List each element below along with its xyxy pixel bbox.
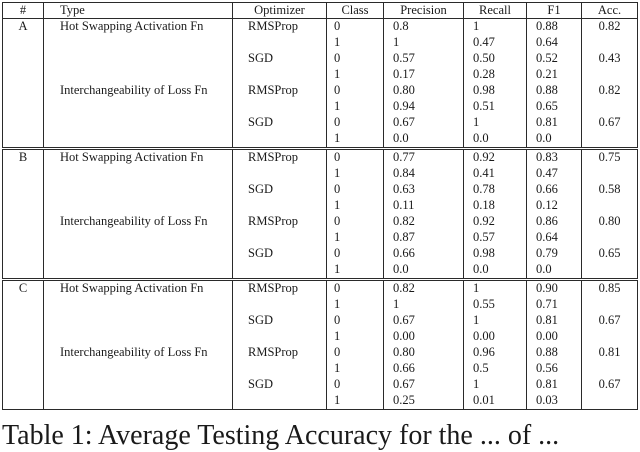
table-row (3, 262, 638, 280)
cell-group-id: A (3, 19, 44, 36)
cell-f1: 0.12 (527, 198, 582, 214)
cell-type (44, 246, 233, 262)
cell-class: 0 (327, 345, 384, 361)
cell-type (44, 99, 233, 115)
table-row (3, 280, 638, 298)
header-acc: Acc. (582, 3, 638, 19)
cell-acc: 0.81 (582, 345, 638, 361)
table-row (3, 329, 638, 345)
cell-recall: 1 (464, 19, 527, 36)
cell-optimizer (233, 35, 327, 51)
cell-optimizer (233, 230, 327, 246)
header-number: # (3, 3, 44, 19)
cell-type (44, 67, 233, 83)
cell-f1: 0.21 (527, 67, 582, 83)
cell-precision: 1 (384, 35, 464, 51)
table-row (3, 99, 638, 115)
cell-optimizer (233, 297, 327, 313)
cell-optimizer (233, 262, 327, 280)
cell-type (44, 51, 233, 67)
cell-group-id (3, 166, 44, 182)
cell-f1: 0.81 (527, 377, 582, 393)
cell-acc: 0.67 (582, 313, 638, 329)
cell-group-id (3, 67, 44, 83)
cell-f1: 0.47 (527, 166, 582, 182)
cell-acc: 0.82 (582, 19, 638, 36)
cell-recall: 0.01 (464, 393, 527, 410)
cell-f1: 0.52 (527, 51, 582, 67)
table-row (3, 51, 638, 67)
cell-group-id (3, 313, 44, 329)
cell-type: Interchangeability of Loss Fn (44, 345, 233, 361)
cell-optimizer (233, 361, 327, 377)
cell-group-id (3, 214, 44, 230)
cell-f1: 0.56 (527, 361, 582, 377)
cell-optimizer: RMSProp (233, 280, 327, 298)
cell-precision: 0.67 (384, 313, 464, 329)
cell-type: Interchangeability of Loss Fn (44, 214, 233, 230)
cell-precision: 0.8 (384, 19, 464, 36)
cell-recall: 0.92 (464, 149, 527, 167)
cell-acc: 0.82 (582, 83, 638, 99)
cell-optimizer: SGD (233, 313, 327, 329)
cell-class: 1 (327, 230, 384, 246)
table-row (3, 246, 638, 262)
cell-f1: 0.88 (527, 345, 582, 361)
cell-acc (582, 329, 638, 345)
cell-f1: 0.90 (527, 280, 582, 298)
cell-f1: 0.79 (527, 246, 582, 262)
cell-f1: 0.88 (527, 83, 582, 99)
cell-acc (582, 198, 638, 214)
cell-optimizer: RMSProp (233, 149, 327, 167)
cell-precision: 1 (384, 297, 464, 313)
cell-type (44, 35, 233, 51)
cell-precision: 0.66 (384, 361, 464, 377)
cell-optimizer (233, 198, 327, 214)
cell-acc (582, 361, 638, 377)
cell-f1: 0.86 (527, 214, 582, 230)
cell-class: 1 (327, 198, 384, 214)
table-row (3, 19, 638, 36)
cell-group-id (3, 182, 44, 198)
cell-recall: 0.28 (464, 67, 527, 83)
table-row (3, 35, 638, 51)
cell-acc: 0.43 (582, 51, 638, 67)
cell-class: 0 (327, 214, 384, 230)
cell-group-id (3, 345, 44, 361)
cell-type (44, 166, 233, 182)
header-class: Class (327, 3, 384, 19)
cell-acc (582, 67, 638, 83)
cell-precision: 0.80 (384, 345, 464, 361)
cell-type: Interchangeability of Loss Fn (44, 83, 233, 99)
cell-precision: 0.66 (384, 246, 464, 262)
cell-acc (582, 262, 638, 280)
cell-recall: 0.50 (464, 51, 527, 67)
cell-class: 0 (327, 19, 384, 36)
cell-precision: 0.82 (384, 214, 464, 230)
table-row (3, 361, 638, 377)
cell-recall: 0.78 (464, 182, 527, 198)
cell-recall: 0.96 (464, 345, 527, 361)
cell-group-id (3, 297, 44, 313)
cell-recall: 0.98 (464, 83, 527, 99)
header-row (3, 3, 638, 19)
cell-class: 1 (327, 329, 384, 345)
cell-acc (582, 99, 638, 115)
table-row (3, 149, 638, 167)
cell-acc (582, 35, 638, 51)
cell-f1: 0.0 (527, 262, 582, 280)
table-row (3, 345, 638, 361)
cell-group-id (3, 329, 44, 345)
cell-optimizer: RMSProp (233, 19, 327, 36)
cell-f1: 0.81 (527, 313, 582, 329)
cell-group-id (3, 83, 44, 99)
cell-acc (582, 230, 638, 246)
table-row (3, 182, 638, 198)
cell-precision: 0.57 (384, 51, 464, 67)
cell-class: 1 (327, 166, 384, 182)
table-row (3, 83, 638, 99)
cell-group-id (3, 51, 44, 67)
cell-precision: 0.63 (384, 182, 464, 198)
cell-f1: 0.64 (527, 35, 582, 51)
cell-f1: 0.66 (527, 182, 582, 198)
cell-f1: 0.0 (527, 131, 582, 149)
cell-type (44, 313, 233, 329)
cell-class: 1 (327, 262, 384, 280)
cell-recall: 0.51 (464, 99, 527, 115)
cell-acc (582, 131, 638, 149)
cell-optimizer: SGD (233, 115, 327, 131)
header-f1: F1 (527, 3, 582, 19)
cell-optimizer: SGD (233, 51, 327, 67)
table-row (3, 198, 638, 214)
cell-type (44, 262, 233, 280)
cell-acc: 0.67 (582, 377, 638, 393)
cell-acc: 0.80 (582, 214, 638, 230)
table-row (3, 166, 638, 182)
cell-type (44, 182, 233, 198)
cell-type: Hot Swapping Activation Fn (44, 19, 233, 36)
cell-group-id (3, 377, 44, 393)
cell-precision: 0.82 (384, 280, 464, 298)
header-precision: Precision (384, 3, 464, 19)
table-row (3, 214, 638, 230)
cell-recall: 1 (464, 280, 527, 298)
cell-type (44, 361, 233, 377)
cell-f1: 0.81 (527, 115, 582, 131)
cell-recall: 0.00 (464, 329, 527, 345)
cell-precision: 0.84 (384, 166, 464, 182)
cell-optimizer (233, 67, 327, 83)
table-row (3, 377, 638, 393)
cell-recall: 0.0 (464, 262, 527, 280)
cell-precision: 0.80 (384, 83, 464, 99)
cell-class: 0 (327, 246, 384, 262)
cell-group-id (3, 246, 44, 262)
header-type: Type (44, 3, 233, 19)
cell-type (44, 115, 233, 131)
cell-f1: 0.64 (527, 230, 582, 246)
cell-class: 1 (327, 361, 384, 377)
cell-recall: 1 (464, 313, 527, 329)
cell-precision: 0.00 (384, 329, 464, 345)
cell-optimizer: SGD (233, 182, 327, 198)
cell-acc: 0.58 (582, 182, 638, 198)
cell-type (44, 329, 233, 345)
cell-group-id (3, 99, 44, 115)
cell-f1: 0.65 (527, 99, 582, 115)
cell-precision: 0.94 (384, 99, 464, 115)
table-row (3, 131, 638, 149)
cell-f1: 0.00 (527, 329, 582, 345)
cell-acc: 0.75 (582, 149, 638, 167)
cell-type (44, 198, 233, 214)
cell-precision: 0.0 (384, 262, 464, 280)
cell-recall: 0.5 (464, 361, 527, 377)
cell-class: 1 (327, 131, 384, 149)
cell-f1: 0.83 (527, 149, 582, 167)
cell-recall: 0.0 (464, 131, 527, 149)
cell-class: 0 (327, 313, 384, 329)
cell-group-id (3, 115, 44, 131)
cell-class: 1 (327, 35, 384, 51)
table-caption: Table 1: Average Testing Accuracy for the ... of ... (2, 420, 560, 451)
cell-class: 0 (327, 280, 384, 298)
cell-recall: 0.55 (464, 297, 527, 313)
cell-acc (582, 393, 638, 410)
cell-optimizer: RMSProp (233, 83, 327, 99)
cell-group-id (3, 198, 44, 214)
cell-group-id: B (3, 149, 44, 167)
cell-type (44, 377, 233, 393)
cell-group-id (3, 131, 44, 149)
table-row (3, 297, 638, 313)
cell-precision: 0.25 (384, 393, 464, 410)
cell-class: 1 (327, 99, 384, 115)
table-row (3, 393, 638, 410)
cell-optimizer (233, 99, 327, 115)
cell-precision: 0.11 (384, 198, 464, 214)
cell-group-id (3, 262, 44, 280)
results-table (2, 2, 638, 410)
cell-recall: 0.41 (464, 166, 527, 182)
cell-recall: 1 (464, 377, 527, 393)
cell-recall: 0.57 (464, 230, 527, 246)
table-row (3, 115, 638, 131)
cell-optimizer (233, 393, 327, 410)
cell-group-id (3, 230, 44, 246)
cell-recall: 0.18 (464, 198, 527, 214)
cell-class: 0 (327, 115, 384, 131)
cell-class: 1 (327, 297, 384, 313)
cell-optimizer (233, 166, 327, 182)
cell-type (44, 131, 233, 149)
table-row (3, 313, 638, 329)
cell-group-id (3, 393, 44, 410)
cell-precision: 0.67 (384, 377, 464, 393)
table-body (3, 19, 638, 410)
header-optimizer: Optimizer (233, 3, 327, 19)
table-row (3, 67, 638, 83)
cell-class: 0 (327, 377, 384, 393)
cell-recall: 0.98 (464, 246, 527, 262)
cell-type: Hot Swapping Activation Fn (44, 280, 233, 298)
cell-class: 0 (327, 51, 384, 67)
cell-acc: 0.85 (582, 280, 638, 298)
cell-class: 1 (327, 67, 384, 83)
cell-group-id (3, 361, 44, 377)
cell-class: 1 (327, 393, 384, 410)
cell-f1: 0.03 (527, 393, 582, 410)
cell-type: Hot Swapping Activation Fn (44, 149, 233, 167)
cell-group-id: C (3, 280, 44, 298)
cell-acc (582, 297, 638, 313)
cell-acc: 0.67 (582, 115, 638, 131)
table-row (3, 230, 638, 246)
cell-optimizer (233, 131, 327, 149)
table-header (3, 3, 638, 19)
cell-group-id (3, 35, 44, 51)
cell-precision: 0.67 (384, 115, 464, 131)
cell-optimizer: RMSProp (233, 214, 327, 230)
cell-recall: 1 (464, 115, 527, 131)
header-recall: Recall (464, 3, 527, 19)
cell-f1: 0.88 (527, 19, 582, 36)
cell-class: 0 (327, 149, 384, 167)
cell-precision: 0.87 (384, 230, 464, 246)
cell-recall: 0.47 (464, 35, 527, 51)
cell-type (44, 393, 233, 410)
cell-type (44, 230, 233, 246)
cell-acc: 0.65 (582, 246, 638, 262)
cell-recall: 0.92 (464, 214, 527, 230)
cell-optimizer: SGD (233, 377, 327, 393)
cell-class: 0 (327, 182, 384, 198)
cell-precision: 0.77 (384, 149, 464, 167)
cell-optimizer: RMSProp (233, 345, 327, 361)
cell-acc (582, 166, 638, 182)
cell-optimizer (233, 329, 327, 345)
cell-class: 0 (327, 83, 384, 99)
cell-type (44, 297, 233, 313)
cell-f1: 0.71 (527, 297, 582, 313)
cell-precision: 0.0 (384, 131, 464, 149)
cell-optimizer: SGD (233, 246, 327, 262)
cell-precision: 0.17 (384, 67, 464, 83)
